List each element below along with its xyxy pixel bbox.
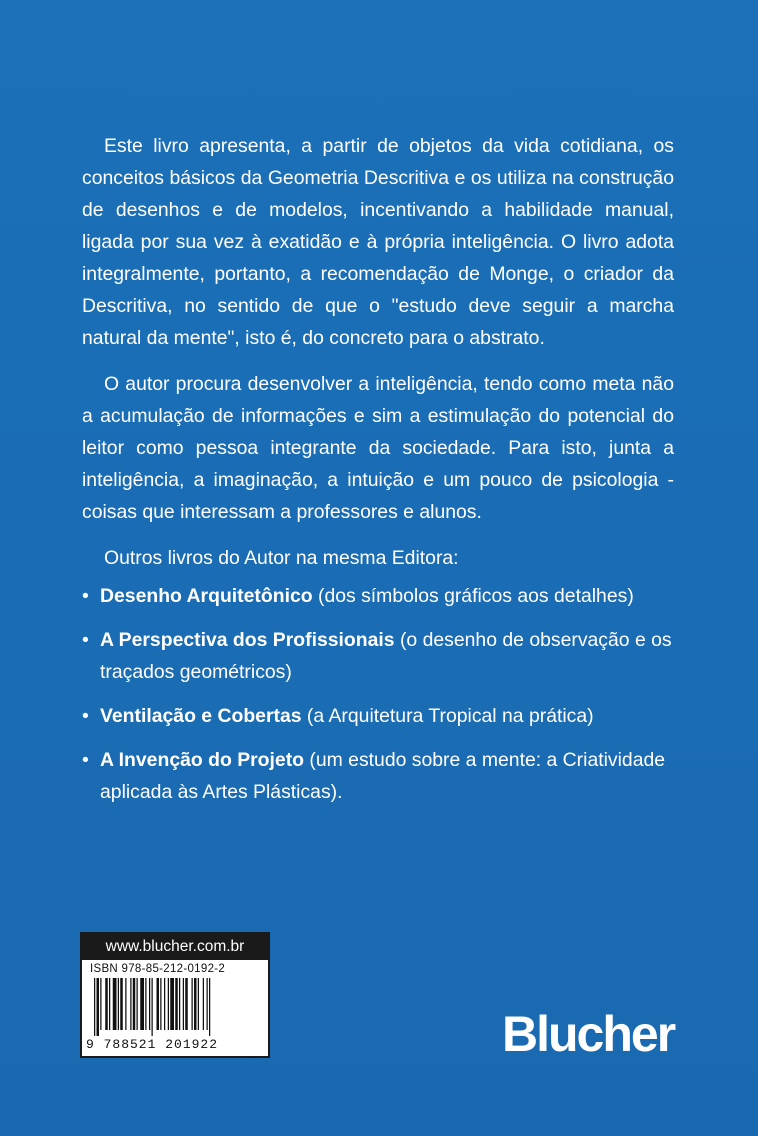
- publisher-logo: Blucher: [502, 1006, 675, 1062]
- barcode-digits: 9 788521 201922: [86, 1037, 219, 1052]
- book-item: [82, 700, 674, 732]
- other-books-heading: Outros livros do Autor na mesma Editora:: [104, 547, 459, 569]
- bullet-icon: •: [82, 705, 89, 727]
- isbn-text: ISBN 978-85-212-0192-2: [90, 963, 226, 975]
- book-title: A Invenção do Projeto: [100, 749, 304, 771]
- book-subtitle: (o desenho de observação e os traçados geométricos): [100, 629, 672, 683]
- barcode-icon: [88, 978, 262, 1036]
- other-books-list: [82, 580, 674, 808]
- description-paragraph-1: Este livro apresenta, a partir de objetos da vida cotidiana, os conceitos básicos da Geometria Descritiva e os utiliza na construção de desenhos e de modelos, incentivando a habilidade manual, ligada por sua vez à exatidão e à própria inteligência. O livro adota integralmente, portanto, a recomendação de Monge, o criador da Descritiva, no sentido de que o "estudo deve seguir a marcha natural da mente", isto é, do concreto para o abstrato.: [82, 135, 674, 349]
- book-item: [82, 580, 674, 612]
- book-item: [82, 624, 674, 688]
- bullet-icon: •: [82, 749, 89, 771]
- cover-text: [82, 130, 674, 820]
- book-subtitle: (um estudo sobre a mente: a Criatividade aplicada às Artes Plásticas).: [100, 749, 666, 803]
- book-subtitle: (dos símbolos gráficos aos detalhes): [317, 585, 634, 607]
- bullet-icon: •: [82, 629, 89, 651]
- description-paragraph-2: O autor procura desenvolver a inteligência, tendo como meta não a acumulação de informações e sim a estimulação do potencial do leitor como pessoa integrante da sociedade. Para isto, junta a inteligência, a imaginação, a intuição e um pouco de psicologia - coisas que interessam a professores e alunos.: [82, 373, 674, 523]
- book-item: [82, 744, 674, 808]
- publisher-url: www.blucher.com.br: [82, 934, 268, 960]
- barcode-box: [80, 932, 270, 1058]
- book-title: A Perspectiva dos Profissionais: [100, 629, 395, 651]
- book-subtitle: (a Arquitetura Tropical na prática): [306, 705, 594, 727]
- bullet-icon: •: [82, 585, 89, 607]
- book-title: Ventilação e Cobertas: [100, 705, 302, 727]
- book-title: Desenho Arquitetônico: [100, 585, 313, 607]
